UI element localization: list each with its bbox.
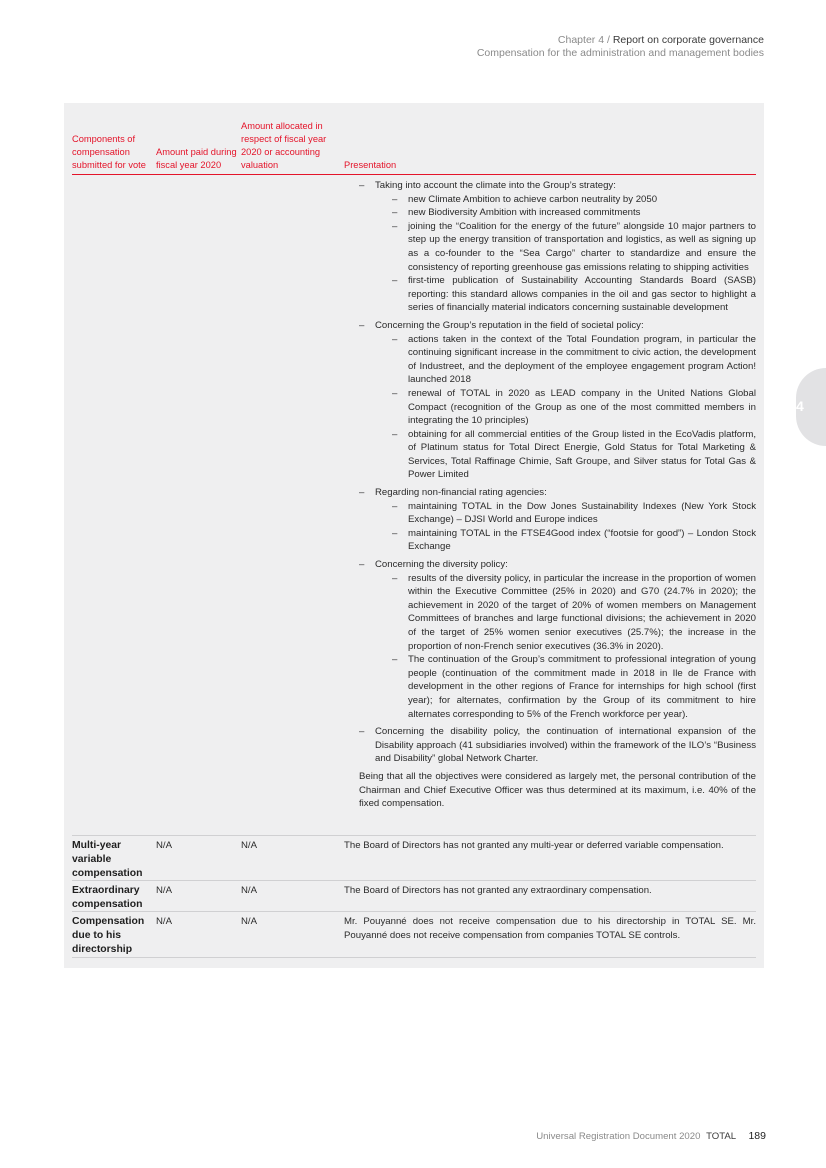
row-amount-allocated: N/A xyxy=(241,840,257,851)
header-title: Report on corporate governance xyxy=(612,34,764,46)
presentation-group: – Regarding non-financial rating agencies: – maintaining TOTAL in the Dow Jones Sustainability Indexes (New York Stock Exchange) – DJSI World and Europe indices – maintaining TOTAL in the FTSE4Good index (“footsie for good”) – London Stock Exchange xyxy=(359,487,756,553)
header-chapter: Chapter 4 xyxy=(557,34,605,46)
table-row xyxy=(72,880,756,914)
footer-document: Universal Registration Document 2020 xyxy=(536,1131,701,1142)
header-amount-allocated: Amount allocated in respect of fiscal year 2020 or accounting valuation xyxy=(241,121,327,170)
row-amount-paid: N/A xyxy=(156,885,172,896)
list-item: – actions taken in the context of the Total Foundation program, in particular the continuing significant increase in the commitment to civic action, the development of Industreet, and the deployment of the employee engagement program Action! launched 2018 xyxy=(392,333,756,386)
group-intro: Concerning the disability policy, the continuation of international expansion of the Disability approach (41 subsidiaries involved) within the framework of the ILO’s “Business and Disability” global Network Charter. xyxy=(375,726,756,765)
row-component: Compensation due to his directorship xyxy=(72,916,145,955)
group-intro: Taking into account the climate into the Group’s strategy: xyxy=(375,180,616,191)
chapter-tab-number: 4 xyxy=(796,398,804,414)
row-amount-paid: N/A xyxy=(156,916,172,927)
list-item: – joining the “Coalition for the energy of the future” alongside 10 major partners to step up the energy transition of transportation and logistics, as well as signing up as a co-founder to the “Sea Cargo” charter to standardize and ensure the consistency of reporting greenhouse gas emissions relating to shipping activities xyxy=(392,220,756,273)
list-item: – obtaining for all commercial entities of the Group listed in the EcoVadis platform, of Platinum status for Total Direct Energie, Gold Status for Total Marketing & Services, Total Raffinage Chimie, Saft Groupe, and Silver status for Total Gas & Power Limited xyxy=(392,428,756,481)
group-intro: Concerning the diversity policy: xyxy=(375,559,508,571)
header-separator: / xyxy=(606,34,610,46)
table-row xyxy=(72,835,756,880)
list-item: – maintaining TOTAL in the Dow Jones Sustainability Indexes (New York Stock Exchange) – DJSI World and Europe indices xyxy=(392,500,756,526)
list-item: – first-time publication of Sustainability Accounting Standards Board (SASB) reporting: this standard allows companies in the oil and gas sector to highlight a series of financially material indicators concerning sustainable development xyxy=(392,275,756,314)
presentation-text xyxy=(359,179,756,811)
page-footer xyxy=(536,1130,766,1142)
list-item: – new Climate Ambition to achieve carbon neutrality by 2050 xyxy=(392,193,658,205)
list-item: – results of the diversity policy, in particular the increase in the proportion of women within the Executive Committee (25% in 2020) and G70 (24.7% in 2020); the achievement in 2020 of the target of 20% of women members on Management Committees of branches and large functional divisions; the achievement in 2020 of the target of 25% women senior executives (25.7%); the increase in the proportion of non-French senior executives (36.3% in 2020). xyxy=(392,572,756,652)
presentation-group: – Concerning the diversity policy: – results of the diversity policy, in particular the increase in the proportion of women within the Executive Committee (25% in 2020) and G70 (24.7% in 2020); the achievement in 2020 of the target of 20% of women members on Management Committees of branches and large functional divisions; the achievement in 2020 of the target of 25% women senior executives (25.7%); the increase in the proportion of non-French senior executives (36.3% in 2020). – The continuation of the Group’s commitment to professional integration of young people (continuation of the commitment made in 2018 in Ile de France with development in the other regions of France for internships for high school (first year); for alternates, confirmation by the Group of its commitment to hire alternates corresponding to 5% of the French workforce per year). xyxy=(359,559,756,720)
header-subtitle: Compensation for the administration and management bodies xyxy=(476,47,764,59)
list-item: – new Biodiversity Ambition with increased commitments xyxy=(392,207,641,219)
compensation-table xyxy=(64,103,764,968)
row-presentation: Mr. Pouyanné does not receive compensation due to his directorship in TOTAL SE. Mr. Pouyanné does not receive compensation from companies TOTAL SE controls. xyxy=(344,916,756,941)
header-chapter-line xyxy=(477,34,764,47)
footer-brand: TOTAL xyxy=(706,1131,736,1142)
presentation-group: – Concerning the Group’s reputation in the field of societal policy: – actions taken in the context of the Total Foundation program, in particular the continuing significant increase in the commitment to civic action, the development of Industreet, and the deployment of the employee engagement program Action! launched 2018 – renewal of TOTAL in 2020 as LEAD company in the United Nations Global Compact (recognition of the Group as one of the most committed members in integrating the 10 principles) – obtaining for all commercial entities of the Group listed in the EcoVadis platform, of Platinum status for Total Direct Energie, Gold Status for Total Marketing & Services, Total Raffinage Chimie, Saft Groupe, and Silver status for Total Gas & Power Limited xyxy=(359,319,756,481)
table-row xyxy=(72,911,756,958)
row-amount-paid: N/A xyxy=(156,840,172,851)
header-presentation: Presentation xyxy=(344,160,397,170)
group-intro: Regarding non-financial rating agencies: xyxy=(375,487,547,499)
header-amount-paid: Amount paid during fiscal year 2020 xyxy=(156,147,237,170)
list-item: – renewal of TOTAL in 2020 as LEAD company in the United Nations Global Compact (recognition of the Group as one of the most committed members in integrating the 10 principles) xyxy=(392,387,756,427)
row-presentation: The Board of Directors has not granted any extraordinary compensation. xyxy=(344,885,652,896)
page-number: 189 xyxy=(748,1130,766,1142)
row-presentation: The Board of Directors has not granted any multi-year or deferred variable compensation. xyxy=(344,840,724,851)
list-item: – maintaining TOTAL in the FTSE4Good index (“footsie for good”) – London Stock Exchange xyxy=(392,527,756,553)
presentation-group: – Concerning the disability policy, the continuation of international expansion of the Disability approach (41 subsidiaries involved) within the framework of the ILO’s “Business and Disability” global Network Charter. xyxy=(359,726,756,765)
list-item: – The continuation of the Group’s commitment to professional integration of young people (continuation of the commitment made in 2018 in Ile de France with development in the other regions of France for internships for high school (first year); for alternates, confirmation by the Group of its commitment to hire alternates corresponding to 5% of the French workforce per year). xyxy=(392,654,756,720)
row-amount-allocated: N/A xyxy=(241,916,257,927)
chapter-tab[interactable] xyxy=(796,368,826,446)
conclusion-paragraph: Being that all the objectives were considered as largely met, the personal contribution of the Chairman and Chief Executive Officer was thus determined at its maximum, i.e. 40% of the fixed compensation. xyxy=(359,770,756,810)
presentation-group: – Taking into account the climate into the Group’s strategy: – new Climate Ambition to achieve carbon neutrality by 2050 – new Biodiversity Ambition with increased commitments – joining the “Coalition for the energy of the future” alongside 10 major partners to step up the energy transition of transportation and logistics, as well as signing up as a co-founder to the “Sea Cargo” charter to standardize and ensure the consistency of reporting greenhouse gas emissions relating to shipping activities – first-time publication of Sustainability Accounting Standards Board (SASB) reporting: this standard allows companies in the oil and gas sector to highlight a series of financially material indicators concerning sustainable development xyxy=(359,180,756,314)
group-intro: Concerning the Group’s reputation in the field of societal policy: xyxy=(375,319,644,331)
page-header xyxy=(477,34,764,60)
table-header xyxy=(72,122,756,175)
header-components: Components of compensation submitted for vote xyxy=(72,134,146,170)
row-component: Multi-year variable compensation xyxy=(72,840,143,879)
row-amount-allocated: N/A xyxy=(241,885,257,896)
row-component: Extraordinary compensation xyxy=(72,885,143,910)
